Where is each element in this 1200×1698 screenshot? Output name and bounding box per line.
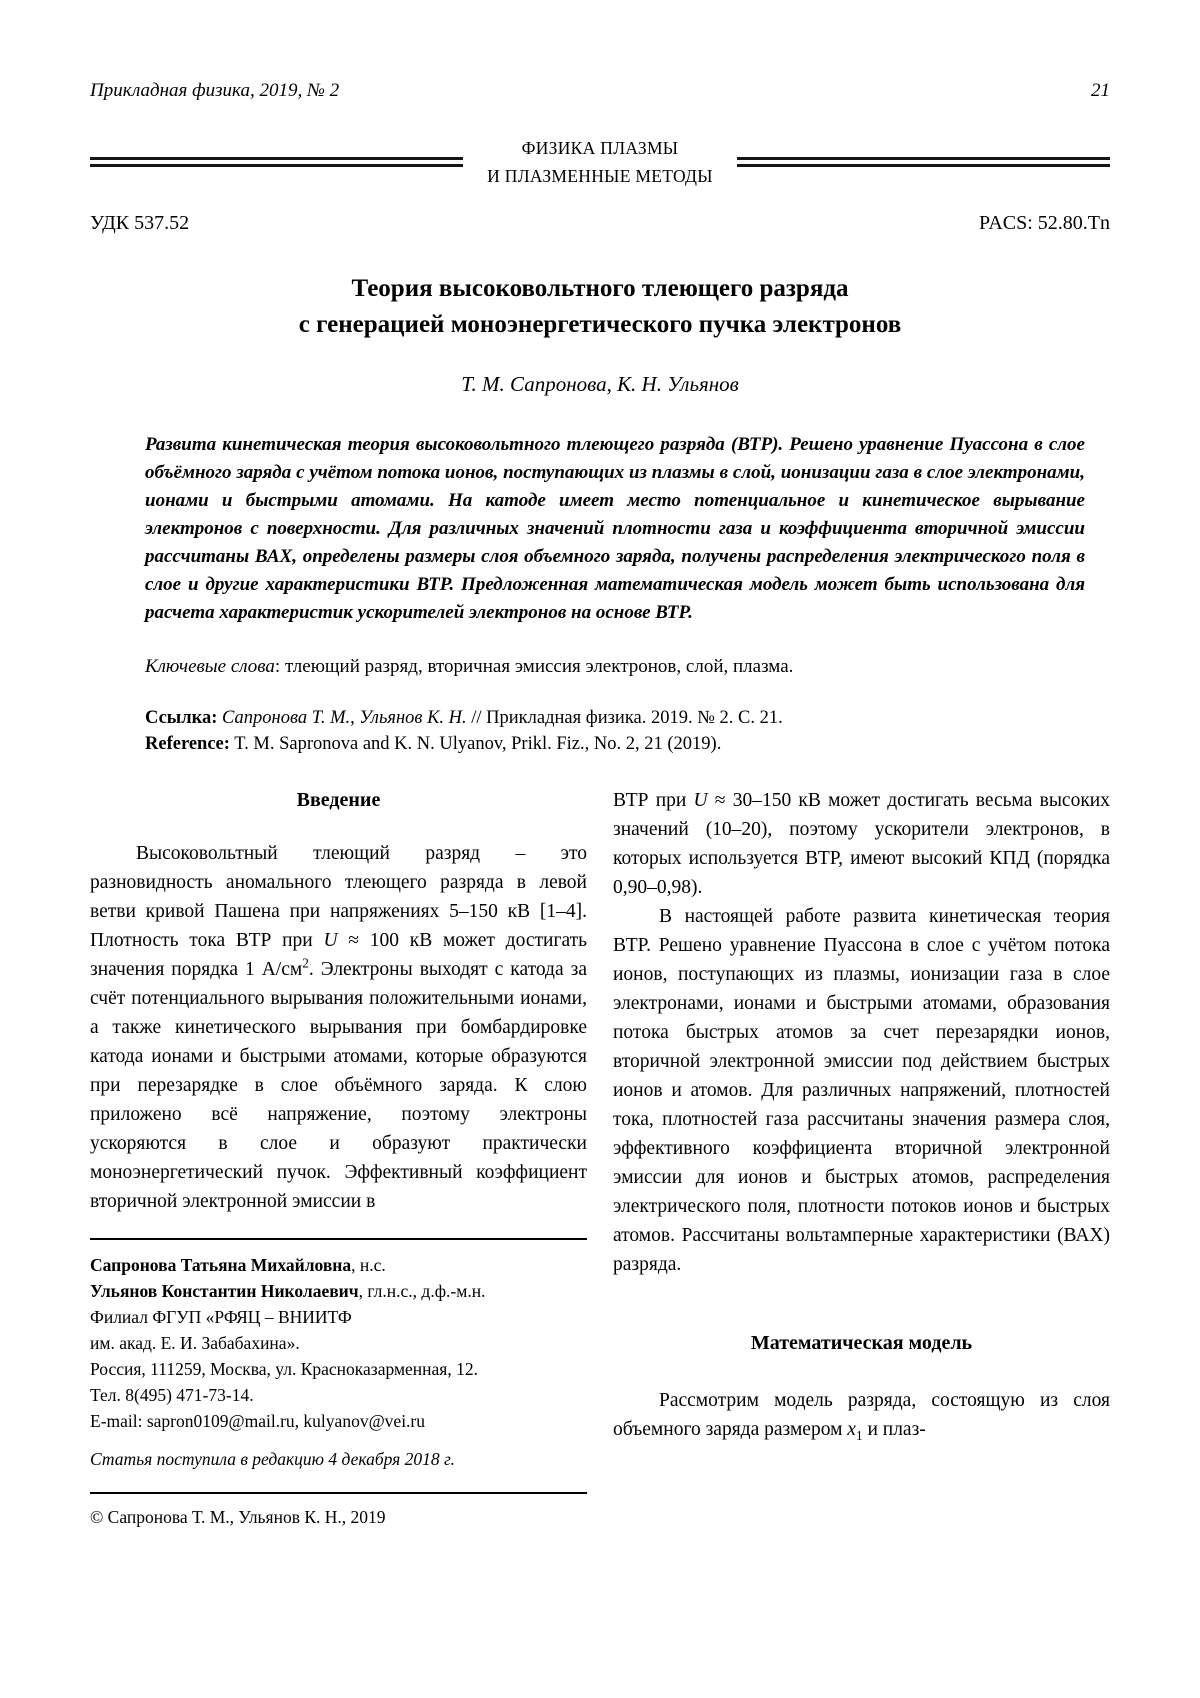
keywords-label: Ключевые слова [145, 656, 275, 678]
article-authors: Т. М. Сапронова, К. Н. Ульянов [461, 372, 739, 396]
double-rule-right [737, 157, 1110, 167]
section-title-line1: ФИЗИКА ПЛАЗМЫ [521, 138, 679, 158]
affiliation-line-1: Филиал ФГУП «РФЯЦ – ВНИИТФ [90, 1307, 352, 1328]
author-role: , гл.н.с., д.ф.-м.н. [358, 1281, 486, 1302]
article-title [90, 271, 1110, 342]
variable-x: x [847, 1419, 856, 1441]
author-footnote [90, 1238, 587, 1530]
text-run: ≈ 30–150 кВ может достигать весьма высоких значений (10–20), поэтому ускорители электронов, в которых используется ВТР, имеют высокий КПД (порядка 0,90–0,98). [613, 790, 1110, 899]
citation-en-label: Reference: [145, 734, 230, 755]
udc-pacs-row [90, 212, 1110, 235]
citation-ru [145, 706, 1085, 732]
footnote-author-1 [90, 1252, 587, 1278]
udc-code: УДК 537.52 [90, 212, 190, 234]
author-role: , н.с. [351, 1255, 386, 1276]
two-column-body [90, 786, 1110, 1530]
variable-U: U [693, 790, 708, 812]
footnote-author-2 [90, 1278, 587, 1304]
keywords-text: : тлеющий разряд, вторичная эмиссия электронов, слой, плазма. [274, 656, 794, 678]
citation-ru-label: Ссылка: [145, 708, 218, 729]
article-title-line1: Теория высоковольтного тлеющего разряда [351, 275, 849, 302]
phone-line: Тел. 8(495) 471-73-14. [90, 1385, 254, 1406]
address-line: Россия, 111259, Москва, ул. Красноказарменная, 12. [90, 1359, 478, 1380]
copyright-line: © Сапронова Т. М., Ульянов К. Н., 2019 [90, 1507, 386, 1528]
page-number: 21 [1091, 80, 1110, 101]
author-name-bold: Сапронова Татьяна Михайловна [90, 1255, 352, 1276]
double-rule-left [90, 157, 463, 167]
pacs-code: PACS: 52.80.Tn [979, 212, 1110, 234]
right-column [613, 786, 1110, 1530]
citation-ru-authors: Сапронова Т. М., Ульянов К. Н. [217, 708, 467, 729]
citation-ru-rest: // Прикладная физика. 2019. № 2. С. 21. [466, 708, 783, 729]
citation-block [145, 706, 1085, 758]
math-model-heading: Математическая модель [750, 1332, 973, 1355]
subscript-1: 1 [855, 1428, 863, 1444]
text-run: Рассмотрим модель разряда, состоящую из слоя объемного заряда размером [613, 1390, 1110, 1441]
text-run: ≈ 100 кВ может достигать значения порядка 1 А/см [90, 930, 588, 981]
received-date-line: Статья поступила в редакцию 4 декабря 2018 г. [90, 1449, 456, 1470]
section-banner [90, 134, 1110, 190]
author-name-bold: Ульянов Константин Николаевич [90, 1281, 359, 1302]
math-model-paragraph [613, 1386, 1110, 1444]
citation-en [145, 732, 1085, 758]
continuation-paragraph [613, 786, 1110, 902]
text-run: и плаз- [862, 1419, 926, 1441]
footnote-body [90, 1240, 587, 1492]
overview-paragraph: В настоящей работе развита кинетическая теория ВТР. Решено уравнение Пуассона в слое с учётом потока ионов, поступающих из плазмы, ионизации газа в слое электронами, ионами и быстрыми атомами, образования потока быстрых атомов за счет перезарядки ионов, вторичной электронной эмиссии под действием быстрых ионов и атомов. Для различных напряжений, плотностей тока, плотностей газа рассчитаны значения размера слоя, эффективного коэффициента вторичной электронной эмиссии для ионов и быстрых атомов, распределения электрического поля, плотности потоков ионов и быстрых атомов. Рассчитаны вольтамперные характеристики (ВАХ) разряда. [613, 906, 1110, 1276]
text-run: ВТР при [613, 790, 694, 812]
section-title [463, 134, 737, 190]
variable-U: U [323, 930, 338, 952]
affiliation-line-2: им. акад. Е. И. Забабахина». [90, 1333, 300, 1354]
text-run: . Электроны выходят с катода за счёт потенциального вырывания положительными ионами, а также кинетического вырывания при бомбардировке катода ионами и быстрыми атомами, которые образуются при перезарядке в слое объёмного заряда. К слою приложено всё напряжение, поэтому электроны ускоряются в слое и образуют практически моноэнергетический пучок. Эффективный коэффициент вторичной электронной эмиссии в [90, 959, 587, 1213]
journal-reference: Прикладная физика, 2019, № 2 [90, 80, 340, 101]
left-column [90, 786, 587, 1530]
citation-en-rest: T. M. Sapronova and K. N. Ulyanov, Prikl. Fiz., No. 2, 21 (2019). [229, 734, 722, 755]
running-head [90, 80, 1110, 102]
intro-heading: Введение [296, 789, 381, 812]
text-run: Высоковольтный тлеющий разряд – это разновидность аномального тлеющего разряда в левой ветви кривой Пашена при напряжениях 5–150 кВ [1–4]. Плотность тока ВТР при [90, 843, 587, 952]
article-abstract: Развита кинетическая теория высоковольтного тлеющего разряда (ВТР). Решено уравнение Пуассона в слое объёмного заряда с учётом потока ионов, поступающих из плазмы в слой, ионизации газа в слое электронами, ионами и быстрыми атомами. На катоде имеет место потенциальное и кинетическое вырывание электронов с поверхности. Для различных значений плотности газа и коэффициента вторичной эмиссии рассчитаны ВАХ, определены размеры слоя объемного заряда, получены распределения электрического поля в слое и другие характеристики ВТР. Предложенная математическая модель может быть использована для расчета характеристик ускорителей электронов на основе ВТР. [145, 434, 1085, 623]
intro-paragraph [90, 839, 587, 1216]
section-title-line2: И ПЛАЗМЕННЫЕ МЕТОДЫ [487, 166, 713, 186]
keywords-line [145, 656, 1085, 678]
email-line: E-mail: sapron0109@mail.ru, kulyanov@vei.ru [90, 1411, 426, 1432]
article-title-line2: с генерацией моноэнергетического пучка электронов [298, 310, 902, 338]
superscript-2: 2 [302, 955, 309, 971]
